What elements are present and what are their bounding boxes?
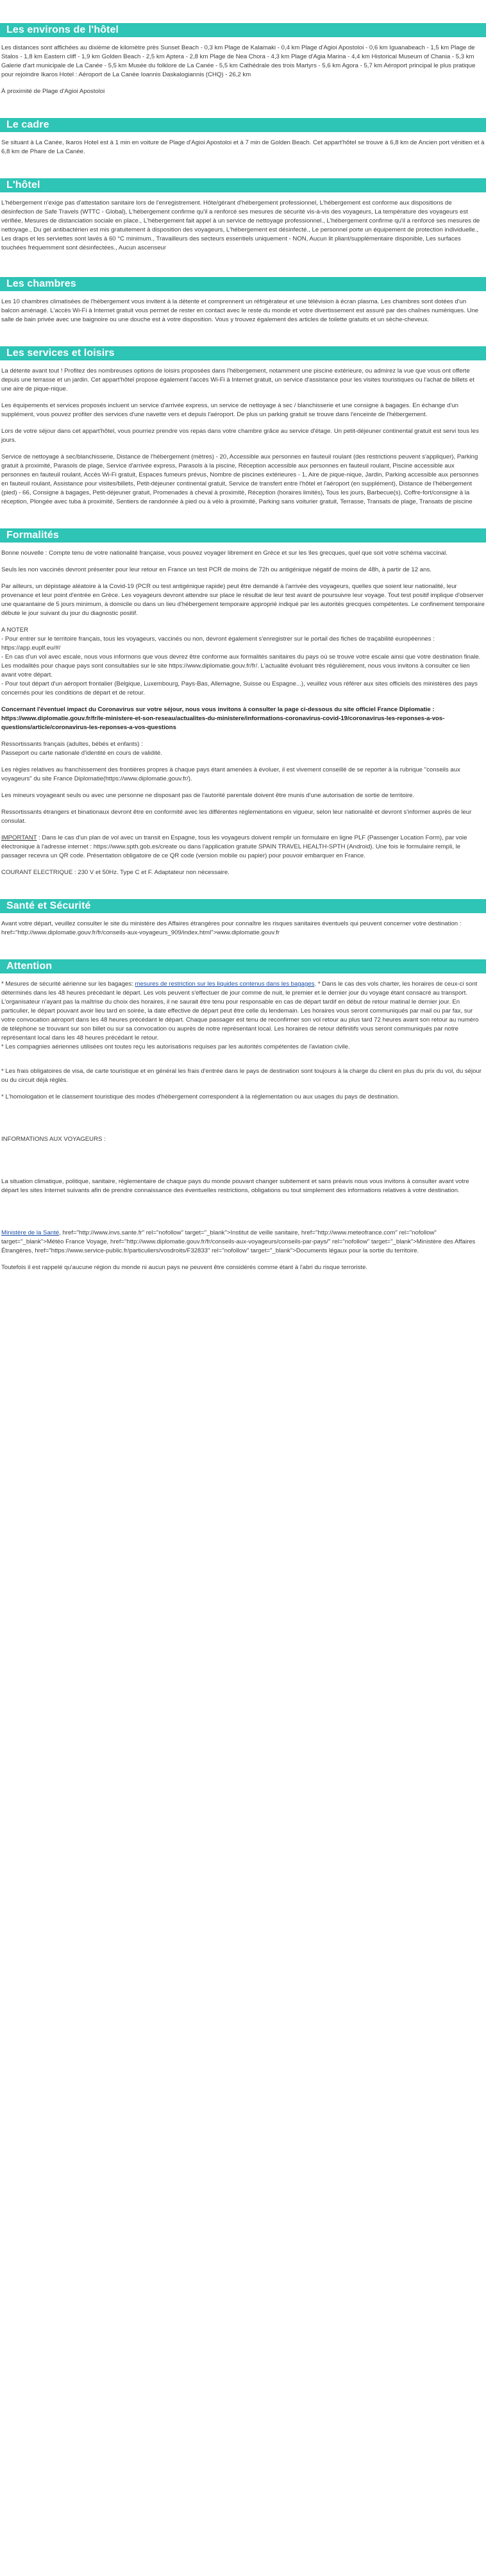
attention-info-header: INFORMATIONS AUX VOYAGEURS :	[1, 1136, 106, 1143]
formalites-docs-line-2: Passeport ou carte nationale d'identité en cours de validité.	[1, 750, 162, 757]
attention-situation: La situation climatique, politique, sanitaire, réglementaire de chaque pays du monde pouvant changer subitement et sans préavis nous vous invitons à consulter avant votre départ les sites Internet suivants afin de prendre connaissance des éventuelles restrictions, obligations ou tout simplement des informations relatives à votre destination.	[1, 1178, 469, 1194]
attention-links	[1, 1229, 485, 1256]
section-environs	[0, 0, 486, 96]
attention-links-text: , href="http://www.invs.sante.fr" rel="nofollow" target="_blank">Institut de veille sanitaire, href="http://www.meteofrance.com" rel="nofollow" target="_blank">Météo France Voyage, href="http://www.diplomatie.gouv.fr/fr/conseils-aux-voyageurs/conseils-par-pays/" rel="nofollow" target="_blank">Ministère des Affaires Étrangères, href="https://www.service-public.fr/particuliers/vosdroits/F32833" rel="nofollow" target="_blank">Documents légaux pour la sortie du territoire.	[1, 1229, 476, 1254]
section-cadre	[0, 109, 486, 156]
section-title-sante: Santé et Sécurité	[0, 899, 486, 913]
section-hotel	[0, 169, 486, 253]
formalites-note-head: A NOTER	[1, 627, 29, 634]
section-title-environs: Les environs de l'hôtel	[0, 23, 486, 37]
liquids-restriction-link[interactable]: mesures de restriction sur les liquides contenus dans les bagages	[135, 981, 315, 988]
formalites-docs-line-1: Ressortissants français (adultes, bébés et enfants) :	[1, 741, 143, 748]
section-title-cadre: Le cadre	[0, 118, 486, 132]
chambres-text: Les 10 chambres climatisées de l'hébergement vous invitent à la détente et comprennent un réfrigérateur et une télévision à écran plasma. Les chambres sont dotées d'un balcon aménagé. L'accès Wi-Fi à Internet gratuit vous permet de rester en contact avec le reste du monde et votre divertissement est assuré par des chaînes numériques. Une salle de bain privée avec une baignoire ou une douche est à votre disposition. Vous y trouvez également des articles de toilette gratuits et un sèche-cheveux.	[1, 298, 479, 323]
section-title-hotel: L'hôtel	[0, 178, 486, 192]
formalites-coronavirus-link[interactable]: Concernant l'éventuel impact du Coronavirus sur votre séjour, nous vous invitons à consulter la page ci-dessous du site officiel France Diplomatie : https://www.diplomatie.gouv.fr/fr/le-ministere-et-son-reseau/actualites-du-ministere/informations-coronavirus-covid-19/coronavirus-les-reponses-a-vos-questions/article/coronavirus-les-reponses-a-vos-questions	[1, 706, 445, 731]
formalites-note-line-1: - Pour entrer sur le territoire français, tous les voyageurs, vaccinés ou non, devront également s'enregistrer sur le portail des fiches de traçabilité européennes : https://app.euplf.eu/#/	[1, 636, 435, 652]
sante-text: Avant votre départ, veuillez consulter le site du ministère des Affaires étrangères pour connaître les risques sanitaires éventuels qui peuvent concerner votre destination : href="http://www.diplomatie.gouv.fr/fr/conseils-aux-voyageurs_909/index.html">www.diplomatie.gouv.fr	[1, 920, 462, 936]
formalites-good-news: Bonne nouvelle : Compte tenu de votre nationalité française, vous pouvez voyager librement en Grèce et sur les îles grecques, quel que soit votre schéma vaccinal.	[1, 550, 448, 557]
formalites-random-screening: Par ailleurs, un dépistage aléatoire à la Covid-19 (PCR ou test antigénique rapide) peut être demandé à l'arrivée des voyageurs, quelles que soient leur nationalité, leur provenance et leur point d'entrée en Grèce. Les voyageurs devront attendre sur place le résultat de leur test avant de poursuivre leur voyage. Tout test positif implique d'observer une quarantaine de 5 jours minimum, à domicile ou dans un lieu d'hébergement temporaire approprié indiqué par les autorités grecques compétentes. Le confinement temporaire débute le jour suivant du jour du diagnostic positif.	[1, 583, 485, 617]
environs-proximity: À proximité de Plage d'Agioi Apostoloi	[1, 88, 105, 95]
section-title-formalites: Formalités	[0, 528, 486, 543]
important-label: IMPORTANT	[1, 834, 37, 841]
section-title-services: Les services et loisirs	[0, 346, 486, 360]
formalites-important	[1, 834, 485, 861]
section-attention	[0, 950, 486, 1272]
attention-security-prefix: * Mesures de sécurité aérienne sur les bagages:	[1, 981, 135, 988]
section-chambres	[0, 265, 486, 324]
section-title-chambres: Les chambres	[0, 277, 486, 291]
formalites-electricity: COURANT ELECTRIQUE : 230 V et 50Hz. Type C et F. Adaptateur non nécessaire.	[1, 869, 230, 876]
formalites-test-requirement: Seuls les non vaccinés devront présenter pour leur retour en France un test PCR de moins de 72h ou antigénique négatif de moins de 48h, à partir de 12 ans.	[1, 566, 432, 573]
section-services	[0, 337, 486, 507]
section-title-attention: Attention	[0, 959, 486, 973]
hotel-info-page	[0, 0, 486, 1272]
attention-classification: * L'homologation et le classement touristique des modes d'hébergement correspondent à la réglementation ou aux usages du pays de destination.	[1, 1093, 399, 1100]
section-sante	[0, 890, 486, 938]
attention-airlines: * Les compagnies aériennes utilisées ont toutes reçu les autorisations requises par les autorités compétentes de l'aviation civile.	[1, 1043, 350, 1050]
environs-distances: Les distances sont affichées au dixième de kilomètre près Sunset Beach - 0,3 km Plage de Kalamaki - 0,4 km Plage d'Agioi Apostoloi - 0,6 km Iguanabeach - 1,5 km Plage de Stalos - 1,8 km Eastern cliff - 1,9 km Golden Beach - 2,5 km Aptera - 2,8 km Plage de Nea Chora - 4,3 km Plage d'Agia Marina - 4,4 km Historical Museum of Chania - 5,3 km Galerie d'art municipale de La Canée - 5,5 km Musée du folklore de La Canée - 5,5 km Cathédrale des trois Martyrs - 5,6 km Agora - 5,7 km Aéroport principal le plus pratique pour rejoindre Ikaros Hotel : Aéroport de La Canée Ioannis Daskalogiannis (CHQ) - 26,2 km	[1, 44, 476, 78]
attention-flights-text: . * Dans le cas des vols charter, les horaires de ceux-ci sont déterminés dans les 48 heures précédant le départ. Les vols peuvent s'effectuer de jour comme de nuit, le premier et le dernier jour du voyage étant consacré au transport. L'organisateur n'ayant pas la maîtrise du choix des horaires, il ne saurait être tenu pour responsable en cas de départ tardif en début de retour matinal le dernier jour. En particulier, le départ pouvant avoir lieu tard en soirée, la date effective de départ peut être celle du lendemain. Les horaires vous seront communiqués par mail ou par fax, sur votre convocation aéroport dans les 48 heures précédant le départ. Chaque passager est tenu de reconfirmer son vol retour au plus tard 72 heures avant son retour au numéro de téléphone se trouvant sur son billet ou sur sa convocation ou auprès de notre représentant local. Les horaires de retour définitifs vous seront communiqués par notre représentant local dans les 48 heures précédant le retour.	[1, 981, 479, 1041]
hotel-sanitary-text: L'hébergement n'exige pas d'attestation sanitaire lors de l'enregistrement. Hôte/gérant d'hébergement professionnel, L'hébergement est conforme aux dispositions de désinfection de Safe Travels (WTTC - Global), L'hébergement confirme qu'il a renforcé ses mesures de sécurité vis-à-vis des voyageurs, La température des voyageurs est vérifiée, Mesures de distanciation sociale en place., L'hébergement fait appel à un service de nettoyage professionnel., L'hébergement confirme qu'il a renforcé ses mesures de nettoyage., Du gel antibactérien est mis gratuitement à disposition des voyageurs, L'hébergement est désinfecté., Le personnel porte un équipement de protection individuelle., Les draps et les serviettes sont lavés à 60 °C minimum., Travailleurs des secteurs essentiels uniquement - NON, Aucun lit pliant/supplémentaire disponible, Les surfaces touchées fréquemment sont désinfectées., Aucun ascenseur	[1, 199, 480, 251]
formalites-note-line-3: Les modalités pour chaque pays sont consultables sur le site https://www.diplomatie.gouv.fr/fr/. L'actualité évoluant très régulièrement, nous vous invitons à consulter ce lien avant votre départ.	[1, 662, 470, 678]
ministere-sante-link[interactable]: Ministère de la Santé	[1, 1229, 60, 1236]
section-formalites	[0, 519, 486, 877]
cadre-text: Se situant à La Canée, Ikaros Hotel est à 1 min en voiture de Plage d'Agioi Apostoloi et à 7 min de Golden Beach. Cet appart'hôtel se trouve à 6,8 km de Ancien port vénitien et à 6,8 km de Phare de La Canée.	[1, 139, 485, 155]
services-leisure: La détente avant tout ! Profitez des nombreuses options de loisirs proposées dans l'hébergement, notamment une piscine extérieure, ou admirez la vue que vous ont offerte depuis une terrasse et un jardin. Cet appart'hôtel propose également l'accès Wi-Fi à Internet gratuit, un service d'assistance pour les visites touristiques ou l'achat de billets et une aire de pique-nique.	[1, 367, 474, 392]
formalites-note-line-4: - Pour tout départ d'un aéroport frontalier (Belgique, Luxembourg, Pays-Bas, Allemagne, Suisse ou Espagne...), veuillez vous référer aux sites officiels des ministères des pays concernés pour les conditions de départ et de retour.	[1, 680, 478, 696]
services-equipment: Les équipements et services proposés incluent un service d'arrivée express, un service de nettoyage à sec / blanchisserie et une consigne à bagages. En échange d'un supplément, vous pouvez profiter des services d'une navette vers et depuis l'aéroport. De plus un parking gratuit se trouve dans l'enceinte de l'hébergement.	[1, 402, 458, 418]
important-text: : Dans le cas d'un plan de vol avec un transit en Espagne, tous les voyageurs doivent remplir un formulaire en ligne PLF (Passenger Location Form), par voie électronique à l'adresse internet : https://www.spth.gob.es/create ou dans l'application gratuite SPAIN TRAVEL HEALTH-SPTH (Android). Une fois le formulaire rempli, le passager recevra un QR code. Présentation obligatoire de ce QR code (version mobile ou papier) pour pouvoir embarquer en France.	[1, 834, 467, 859]
formalites-note	[1, 626, 485, 698]
attention-flights	[1, 980, 485, 1052]
formalites-documents	[1, 740, 485, 758]
formalites-foreigners: Ressortissants étrangers et binationaux devront être en conformité avec les différentes réglementations en vigueur, selon leur nationalité et devront s'informer auprès de leur consulat.	[1, 809, 472, 825]
services-meals: Lors de votre séjour dans cet appart'hôtel, vous pourriez prendre vos repas dans votre chambre grâce au service d'étage. Un petit-déjeuner continental gratuit est servi tous les jours.	[1, 428, 479, 444]
formalites-minors: Les mineurs voyageant seuls ou avec une personne ne disposant pas de l'autorité parentale doivent être munis d'une autorisation de sortie de territoire.	[1, 792, 415, 799]
services-list: Service de nettoyage à sec/blanchisserie, Distance de l'hébergement (mètres) - 20, Accessible aux personnes en fauteuil roulant (des restrictions peuvent s'appliquer), Parking gratuit à proximité, Parasols de plage, Service d'arrivée express, Parasols à la piscine, Réception accessible aux personnes en fauteuil roulant, Piscine accessible aux personnes en fauteuil roulant, Accès Wi-Fi gratuit, Espaces fumeurs prévus, Nombre de piscines extérieures - 1, Aire de pique-nique, Jardin, Parking accessible aux personnes en fauteuil roulant, Assistance pour visites/billets, Petit-déjeuner continental gratuit, Service de transfert entre l'hôtel et l'aéroport (en supplément), Distance de l'hébergement (pied) - 66, Consigne à bagages, Petit-déjeuner gratuit, Promenades à cheval à proximité, Réception (horaires limités), Tous les jours, Barbecue(s), Coffre-fort/consigne à la réception, Plongée avec tuba à proximité, Sentiers de randonnée à pied ou à vélo à proximité, Parking sans voiturier gratuit, Terrasse, Transats de plage, Transats de piscine	[1, 453, 479, 505]
formalites-border-rules: Les règles relatives au franchissement des frontières propres à chaque pays étant amenées à évoluer, il est vivement conseillé de se reporter à la rubrique "conseils aux voyageurs" du site France Diplomatie(https://www.diplomatie.gouv.fr/).	[1, 766, 460, 782]
attention-visa-fees: * Les frais obligatoires de visa, de carte touristique et en général les frais d'entrée dans le pays de destination sont toujours à la charge du client en plus du prix du vol, du séjour ou du circuit déjà réglés.	[1, 1068, 482, 1084]
formalites-note-line-2: - En cas d'un vol avec escale, nous vous informons que vous devrez être conforme aux formalités sanitaires du pays où se trouve votre escale ainsi que votre destination finale.	[1, 653, 481, 661]
attention-terrorism: Toutefois il est rappelé qu'aucune région du monde ni aucun pays ne peuvent être considérés comme étant à l'abri du risque terroriste.	[1, 1264, 368, 1271]
